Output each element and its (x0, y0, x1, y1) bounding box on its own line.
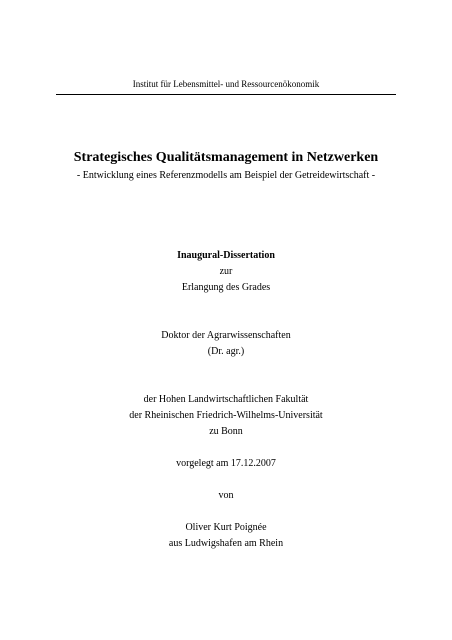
degree-name: Doktor der Agrarwissenschaften (161, 330, 291, 341)
document-title: Strategisches Qualitätsmanagement in Netzwerken (73, 150, 379, 165)
author-origin: aus Ludwigshafen am Rhein (168, 538, 284, 549)
header-rule (56, 94, 396, 95)
submission-by: von (218, 490, 234, 501)
author-name: Oliver Kurt Poignée (185, 522, 267, 533)
dissertation-type: Inaugural-Dissertation (177, 250, 275, 261)
faculty-line-2: der Rheinischen Friedrich-Wilhelms-Universität (129, 410, 323, 421)
institute-header: Institut für Lebensmittel- und Ressourcenökonomik (132, 79, 320, 89)
document-subtitle: - Entwicklung eines Referenzmodells am Beispiel der Getreidewirtschaft - (76, 170, 376, 181)
dissertation-purpose-2: Erlangung des Grades (181, 282, 271, 293)
submission-date: vorgelegt am 17.12.2007 (176, 458, 276, 469)
faculty-line-1: der Hohen Landwirtschaftlichen Fakultät (143, 394, 309, 405)
dissertation-purpose-1: zur (219, 266, 233, 277)
faculty-line-3: zu Bonn (209, 426, 243, 437)
degree-abbreviation: (Dr. agr.) (207, 346, 245, 357)
